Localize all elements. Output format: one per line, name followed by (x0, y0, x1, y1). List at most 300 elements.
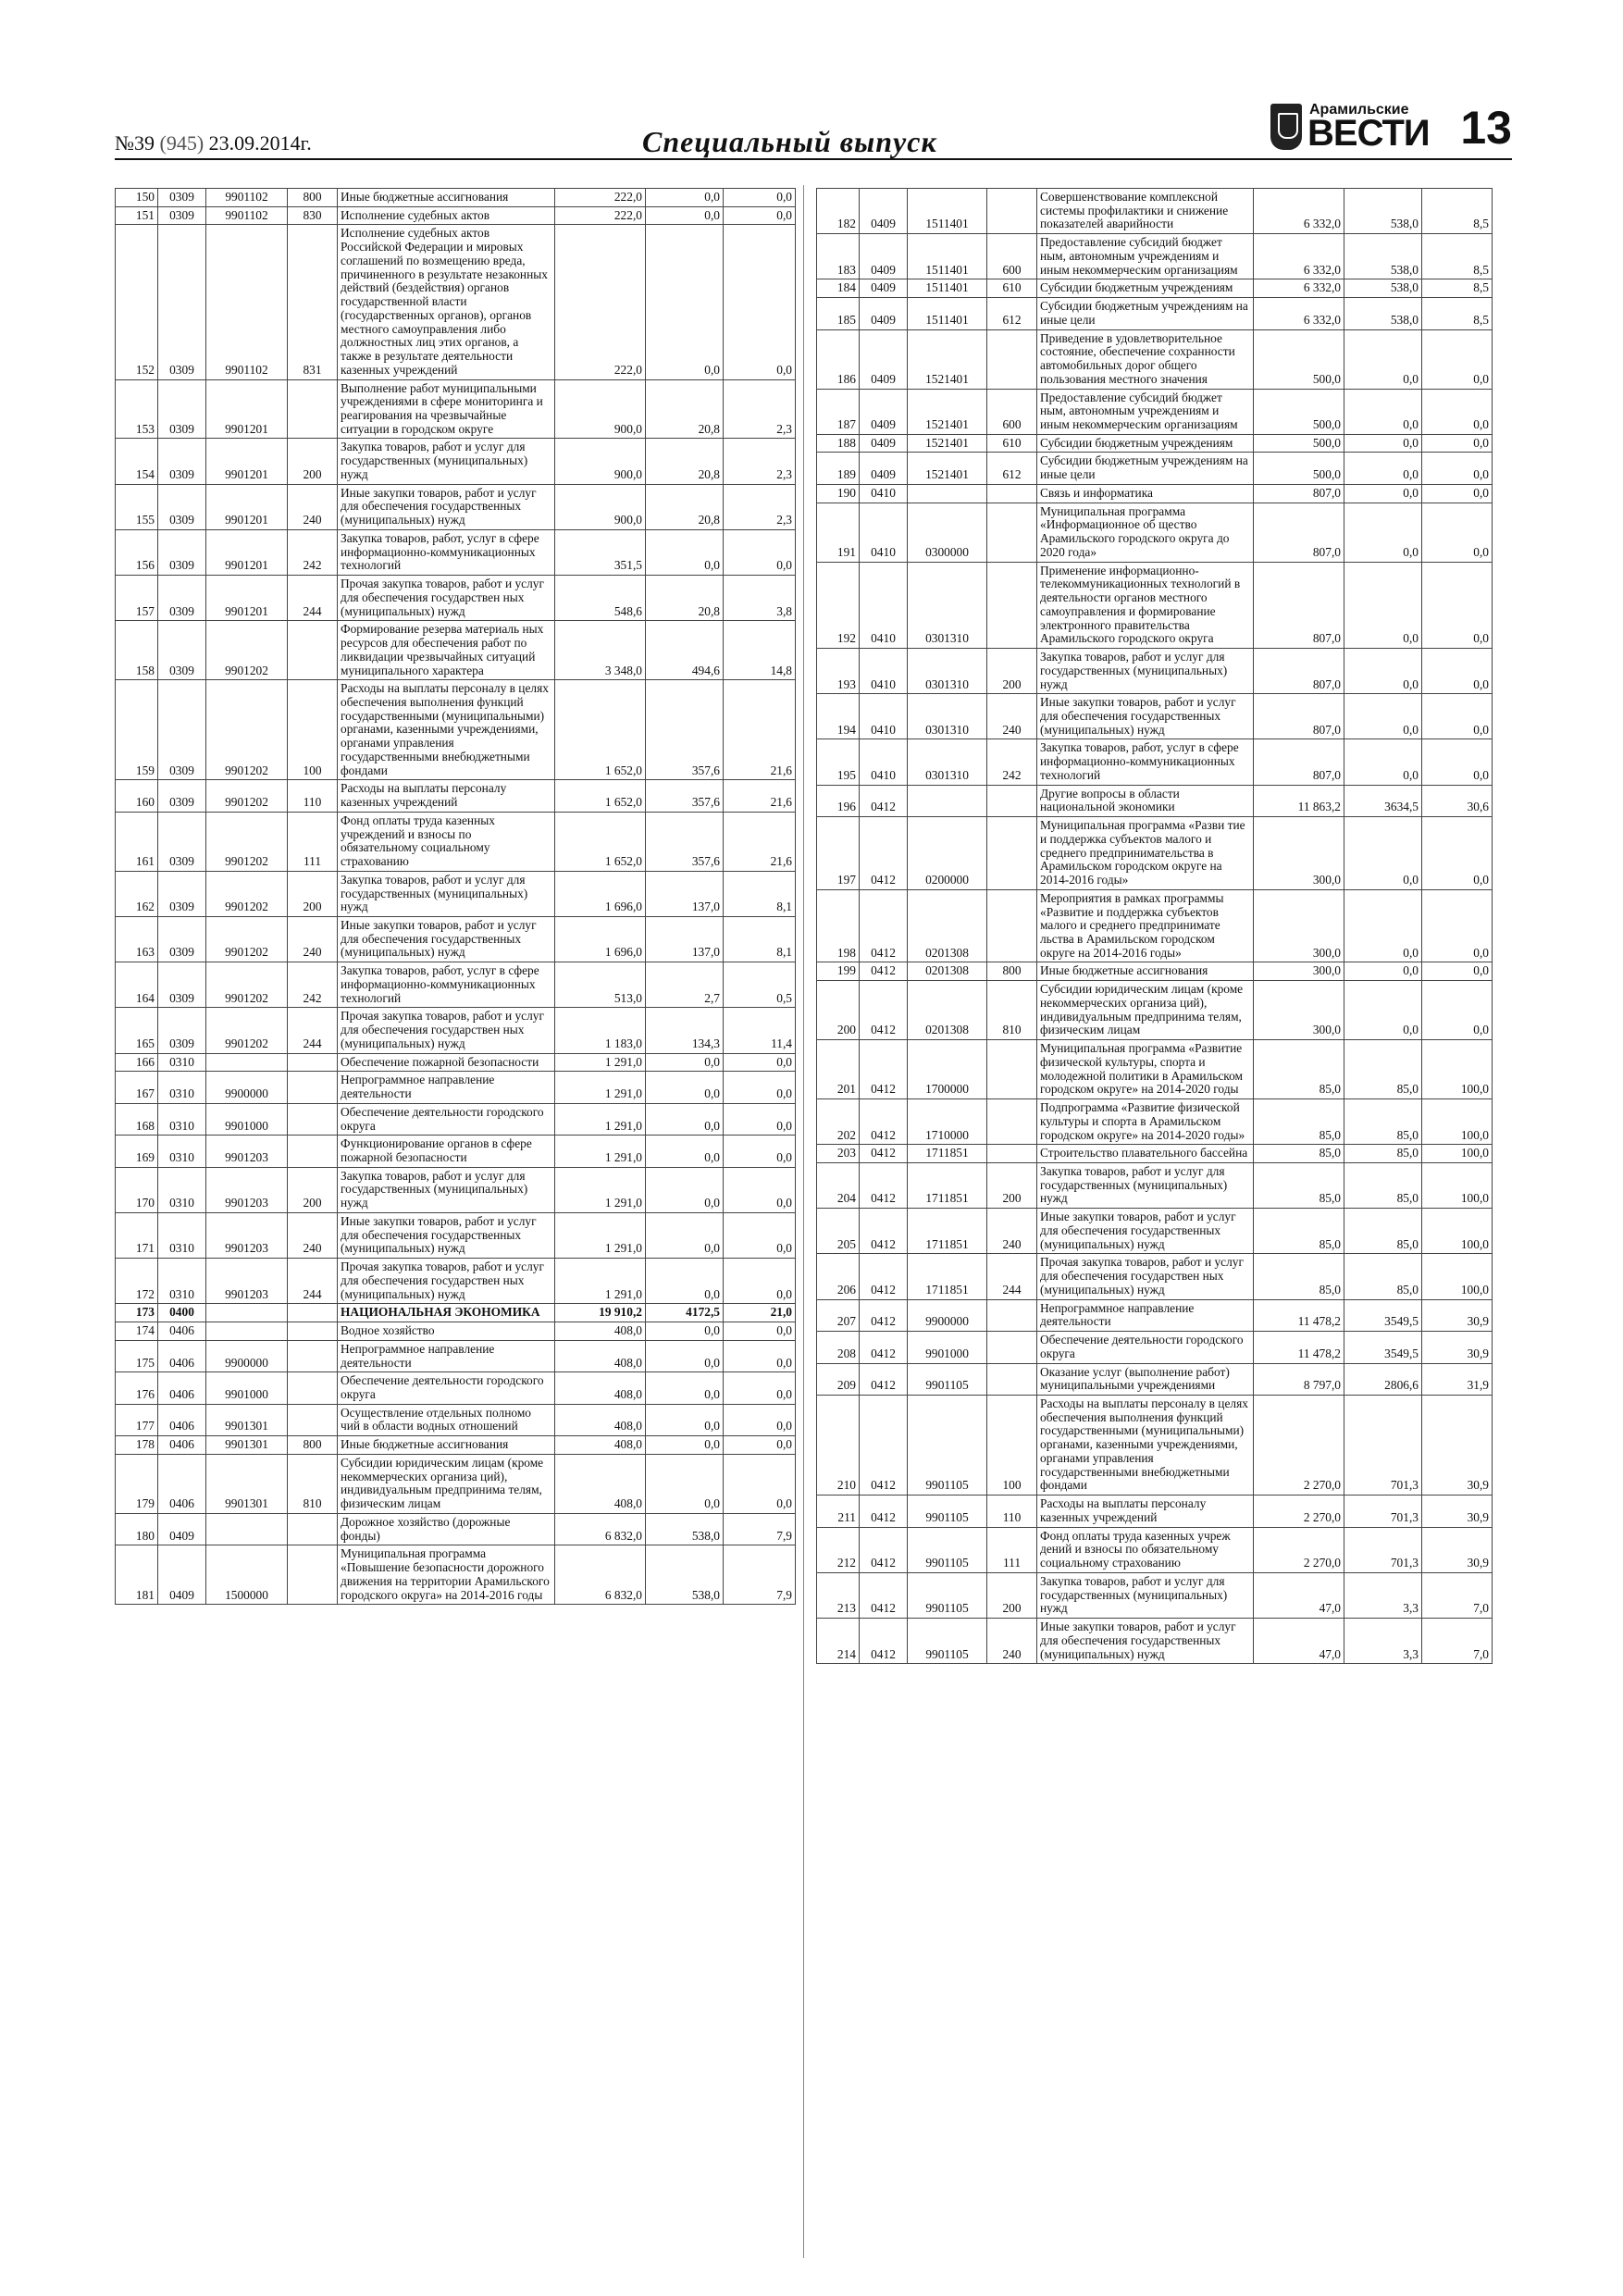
actual-amount-cell: 0,0 (1344, 694, 1422, 739)
section-code-cell: 0309 (158, 1008, 206, 1053)
target-code-cell (206, 1322, 288, 1341)
actual-amount-cell: 0,0 (646, 1436, 724, 1455)
expense-type-cell (987, 785, 1037, 816)
table-row (116, 1212, 796, 1258)
table-row (116, 1436, 796, 1455)
percent-cell: 7,9 (724, 1545, 796, 1605)
target-code-cell: 0201308 (908, 962, 987, 981)
table-row (817, 389, 1493, 434)
description-cell: Непрограммное направление деятельности (1037, 1299, 1254, 1331)
percent-cell: 7,0 (1422, 1619, 1493, 1664)
expense-type-cell: 800 (288, 1436, 338, 1455)
percent-cell: 21,6 (724, 812, 796, 871)
planned-amount-cell: 19 910,2 (555, 1304, 646, 1322)
description-cell: Совершенствование комплексной системы профилактики и снижение показателей аварийности (1037, 189, 1254, 234)
percent-cell: 0,0 (724, 1136, 796, 1167)
table-row (116, 225, 796, 379)
description-cell: Обеспечение деятельности городского округа (338, 1372, 555, 1404)
row-number-cell: 182 (817, 189, 860, 234)
row-number-cell: 198 (817, 889, 860, 962)
section-code-cell: 0412 (860, 1145, 908, 1163)
planned-amount-cell: 807,0 (1254, 562, 1344, 648)
row-number-cell: 183 (817, 234, 860, 279)
table-row (116, 1072, 796, 1103)
row-number-cell: 176 (116, 1372, 158, 1404)
actual-amount-cell: 2806,6 (1344, 1363, 1422, 1395)
expense-type-cell: 240 (987, 1209, 1037, 1254)
row-number-cell: 194 (817, 694, 860, 739)
section-code-cell: 0406 (158, 1322, 206, 1341)
table-row (817, 1099, 1493, 1145)
row-number-cell: 152 (116, 225, 158, 379)
section-code-cell: 0310 (158, 1167, 206, 1212)
planned-amount-cell: 6 332,0 (1254, 298, 1344, 329)
planned-amount-cell: 408,0 (555, 1340, 646, 1371)
section-code-cell: 0409 (860, 389, 908, 434)
row-number-cell: 151 (116, 206, 158, 225)
target-code-cell: 1511401 (908, 189, 987, 234)
table-row (116, 1136, 796, 1167)
planned-amount-cell: 85,0 (1254, 1209, 1344, 1254)
row-number-cell: 160 (116, 780, 158, 812)
description-cell: Непрограммное направление деятельности (338, 1072, 555, 1103)
row-number-cell: 158 (116, 621, 158, 680)
planned-amount-cell: 8 797,0 (1254, 1363, 1344, 1395)
table-row (116, 439, 796, 484)
target-code-cell: 1711851 (908, 1209, 987, 1254)
section-code-cell: 0409 (860, 453, 908, 484)
percent-cell: 0,0 (1422, 962, 1493, 981)
description-cell: Закупка товаров, работ, услуг в сфере информационно-коммуникационных технологий (338, 962, 555, 1008)
description-cell: Обеспечение деятельности городского округа (338, 1103, 555, 1135)
table-row (116, 1322, 796, 1341)
section-code-cell: 0309 (158, 621, 206, 680)
description-cell: Дорожное хозяйство (дорожные фонды) (338, 1513, 555, 1545)
target-code-cell: 9901301 (206, 1404, 288, 1435)
table-row (817, 1332, 1493, 1363)
percent-cell: 8,1 (724, 871, 796, 916)
target-code-cell: 1711851 (908, 1254, 987, 1299)
description-cell: Субсидии юридическим лицам (кроме некоммерческих организа ций), индивидуальным предпринима телям, физическим лицам (338, 1454, 555, 1513)
row-number-cell: 200 (817, 981, 860, 1040)
planned-amount-cell: 222,0 (555, 225, 646, 379)
table-row (116, 529, 796, 575)
description-cell: Оказание услуг (выполнение работ) муниципальными учреждениями (1037, 1363, 1254, 1395)
expense-type-cell: 200 (987, 1572, 1037, 1618)
table-row (116, 780, 796, 812)
actual-amount-cell: 0,0 (646, 189, 724, 207)
actual-amount-cell: 0,0 (1344, 484, 1422, 503)
expense-type-cell: 810 (987, 981, 1037, 1040)
section-code-cell: 0406 (158, 1436, 206, 1455)
table-row (817, 962, 1493, 981)
section-code-cell: 0310 (158, 1072, 206, 1103)
expense-type-cell (987, 329, 1037, 389)
percent-cell: 8,1 (724, 916, 796, 962)
expense-type-cell (987, 889, 1037, 962)
actual-amount-cell: 701,3 (1344, 1396, 1422, 1496)
planned-amount-cell: 300,0 (1254, 981, 1344, 1040)
table-row (116, 621, 796, 680)
row-number-cell: 179 (116, 1454, 158, 1513)
target-code-cell: 9901105 (908, 1496, 987, 1527)
issue-date: 23.09.2014г. (208, 131, 312, 155)
expense-type-cell (987, 484, 1037, 503)
section-code-cell: 0409 (860, 434, 908, 453)
percent-cell: 0,0 (724, 529, 796, 575)
table-row (116, 871, 796, 916)
percent-cell: 3,8 (724, 576, 796, 621)
planned-amount-cell: 500,0 (1254, 453, 1344, 484)
target-code-cell: 9901203 (206, 1136, 288, 1167)
section-code-cell: 0409 (860, 298, 908, 329)
target-code-cell: 9901105 (908, 1527, 987, 1572)
row-number-cell: 171 (116, 1212, 158, 1258)
section-code-cell: 0309 (158, 189, 206, 207)
section-code-cell: 0412 (860, 1496, 908, 1527)
expense-type-cell: 244 (288, 1008, 338, 1053)
description-cell: Иные закупки товаров, работ и услуг для обеспечения государственных (муниципальных) нужд (1037, 1209, 1254, 1254)
target-code-cell: 1521401 (908, 434, 987, 453)
section-code-cell: 0412 (860, 1363, 908, 1395)
target-code-cell: 9901202 (206, 780, 288, 812)
expense-type-cell (987, 817, 1037, 890)
table-row (817, 889, 1493, 962)
planned-amount-cell: 500,0 (1254, 434, 1344, 453)
percent-cell: 100,0 (1422, 1040, 1493, 1099)
description-cell: Фонд оплаты труда казенных учреждений и взносы по обязательному социальному страхованию (338, 812, 555, 871)
section-code-cell: 0309 (158, 484, 206, 529)
table-row (817, 234, 1493, 279)
actual-amount-cell: 0,0 (646, 1404, 724, 1435)
coat-of-arms-icon (1270, 104, 1302, 150)
description-cell: Иные закупки товаров, работ и услуг для обеспечения государственных (муниципальных) нужд (338, 484, 555, 529)
table-row (116, 962, 796, 1008)
target-code-cell: 9901105 (908, 1572, 987, 1618)
expense-type-cell (288, 1322, 338, 1341)
planned-amount-cell: 85,0 (1254, 1099, 1344, 1145)
description-cell: Мероприятия в рамках программы «Развитие и поддержка субъектов малого и среднего предпринимате льства в Арамильском городском округе на 2014-2016 годы» (1037, 889, 1254, 962)
logo-title: ВЕСТИ (1307, 113, 1430, 154)
description-cell: Иные закупки товаров, работ и услуг для обеспечения государственных (муниципальных) нужд (338, 1212, 555, 1258)
row-number-cell: 187 (817, 389, 860, 434)
budget-table-right (816, 188, 1493, 1664)
issue-number: №39 (115, 131, 155, 155)
description-cell: Закупка товаров, работ и услуг для государственных (муниципальных) нужд (338, 871, 555, 916)
percent-cell: 30,6 (1422, 785, 1493, 816)
expense-type-cell: 240 (987, 694, 1037, 739)
actual-amount-cell: 538,0 (646, 1545, 724, 1605)
planned-amount-cell: 807,0 (1254, 484, 1344, 503)
table-row (817, 503, 1493, 562)
expense-type-cell: 244 (987, 1254, 1037, 1299)
planned-amount-cell: 300,0 (1254, 817, 1344, 890)
description-cell: Строительство плавательного бассейна (1037, 1145, 1254, 1163)
description-cell: Выполнение работ муниципальными учреждениями в сфере мониторинга и реагирования на чрезвычайные ситуации в городском округе (338, 379, 555, 439)
target-code-cell: 1521401 (908, 389, 987, 434)
percent-cell: 100,0 (1422, 1209, 1493, 1254)
actual-amount-cell: 85,0 (1344, 1209, 1422, 1254)
percent-cell: 0,0 (1422, 889, 1493, 962)
description-cell: Расходы на выплаты персоналу в целях обеспечения выполнения функций государственными (муниципальными) органами, казенными учреждениями, органами управления государственными внебюджетными фондами (1037, 1396, 1254, 1496)
target-code-cell: 9901201 (206, 439, 288, 484)
row-number-cell: 178 (116, 1436, 158, 1455)
expense-type-cell: 612 (987, 453, 1037, 484)
table-row (116, 1545, 796, 1605)
expense-type-cell: 110 (987, 1496, 1037, 1527)
expense-type-cell: 612 (987, 298, 1037, 329)
actual-amount-cell: 494,6 (646, 621, 724, 680)
row-number-cell: 201 (817, 1040, 860, 1099)
planned-amount-cell: 900,0 (555, 484, 646, 529)
expense-type-cell: 830 (288, 206, 338, 225)
description-cell: Прочая закупка товаров, работ и услуг для обеспечения государствен ных (муниципальных) нужд (338, 576, 555, 621)
percent-cell: 0,5 (724, 962, 796, 1008)
percent-cell: 0,0 (1422, 694, 1493, 739)
expense-type-cell (288, 621, 338, 680)
table-row (116, 206, 796, 225)
percent-cell: 7,0 (1422, 1572, 1493, 1618)
percent-cell: 0,0 (724, 189, 796, 207)
row-number-cell: 204 (817, 1163, 860, 1209)
table-row (817, 484, 1493, 503)
planned-amount-cell: 85,0 (1254, 1040, 1344, 1099)
expense-type-cell: 240 (987, 1619, 1037, 1664)
actual-amount-cell: 0,0 (1344, 981, 1422, 1040)
percent-cell: 0,0 (724, 1259, 796, 1304)
table-row (817, 1496, 1493, 1527)
description-cell: Расходы на выплаты персоналу казенных учреждений (338, 780, 555, 812)
description-cell: Расходы на выплаты персоналу казенных учреждений (1037, 1496, 1254, 1527)
target-code-cell: 9901102 (206, 189, 288, 207)
target-code-cell: 9901203 (206, 1259, 288, 1304)
row-number-cell: 181 (116, 1545, 158, 1605)
description-cell: НАЦИОНАЛЬНАЯ ЭКОНОМИКА (338, 1304, 555, 1322)
table-row (116, 680, 796, 780)
planned-amount-cell: 222,0 (555, 206, 646, 225)
description-cell: Субсидии бюджетным учреждениям на иные цели (1037, 298, 1254, 329)
description-cell: Субсидии бюджетным учреждениям (1037, 279, 1254, 298)
planned-amount-cell: 11 478,2 (1254, 1332, 1344, 1363)
target-code-cell: 1511401 (908, 298, 987, 329)
section-code-cell: 0309 (158, 206, 206, 225)
actual-amount-cell: 701,3 (1344, 1527, 1422, 1572)
row-number-cell: 164 (116, 962, 158, 1008)
expense-type-cell (288, 1136, 338, 1167)
table-row (116, 1513, 796, 1545)
expense-type-cell: 242 (288, 962, 338, 1008)
planned-amount-cell: 513,0 (555, 962, 646, 1008)
section-code-cell: 0412 (860, 1040, 908, 1099)
description-cell: Субсидии бюджетным учреждениям (1037, 434, 1254, 453)
section-code-cell: 0309 (158, 871, 206, 916)
section-code-cell: 0412 (860, 1209, 908, 1254)
target-code-cell (206, 1513, 288, 1545)
description-cell: Предоставление субсидий бюджет ным, автономным учреждениям и иным некоммерческим организациям (1037, 389, 1254, 434)
percent-cell: 0,0 (724, 1103, 796, 1135)
percent-cell: 0,0 (724, 1404, 796, 1435)
table-row (116, 189, 796, 207)
actual-amount-cell: 85,0 (1344, 1163, 1422, 1209)
section-code-cell: 0309 (158, 962, 206, 1008)
planned-amount-cell: 1 652,0 (555, 680, 646, 780)
table-row (817, 1396, 1493, 1496)
expense-type-cell: 244 (288, 576, 338, 621)
planned-amount-cell: 85,0 (1254, 1145, 1344, 1163)
section-code-cell: 0309 (158, 780, 206, 812)
description-cell: Исполнение судебных актов Российской Федерации и мировых соглашений по возмещению вреда, причиненного в результате незаконных действий (бездействия) органов государственной власти (государственных органов), органов местного самоуправления либо должностных лиц этих органов, а также в результате деятельности казенных учреждений (338, 225, 555, 379)
planned-amount-cell: 1 291,0 (555, 1212, 646, 1258)
actual-amount-cell: 0,0 (646, 206, 724, 225)
description-cell: Фонд оплаты труда казенных учреж дений и взносы по обязательному социальному страхованию (1037, 1527, 1254, 1572)
actual-amount-cell: 0,0 (646, 1454, 724, 1513)
planned-amount-cell: 6 332,0 (1254, 234, 1344, 279)
table-row (116, 916, 796, 962)
planned-amount-cell: 2 270,0 (1254, 1496, 1344, 1527)
table-row (817, 1363, 1493, 1395)
description-cell: Предоставление субсидий бюджет ным, автономным учреждениям и иным некоммерческим организациям (1037, 234, 1254, 279)
target-code-cell: 9901203 (206, 1167, 288, 1212)
description-cell: Иные бюджетные ассигнования (338, 189, 555, 207)
percent-cell: 14,8 (724, 621, 796, 680)
page-number: 13 (1460, 102, 1512, 154)
planned-amount-cell: 807,0 (1254, 694, 1344, 739)
percent-cell: 2,3 (724, 439, 796, 484)
actual-amount-cell: 85,0 (1344, 1040, 1422, 1099)
table-row (817, 817, 1493, 890)
section-code-cell: 0309 (158, 529, 206, 575)
table-row (116, 1103, 796, 1135)
description-cell: Функционирование органов в сфере пожарной безопасности (338, 1136, 555, 1167)
expense-type-cell: 242 (288, 529, 338, 575)
row-number-cell: 162 (116, 871, 158, 916)
row-number-cell: 188 (817, 434, 860, 453)
expense-type-cell: 244 (288, 1259, 338, 1304)
actual-amount-cell: 0,0 (1344, 562, 1422, 648)
planned-amount-cell: 408,0 (555, 1372, 646, 1404)
section-code-cell: 0406 (158, 1454, 206, 1513)
section-code-cell: 0412 (860, 1254, 908, 1299)
section-code-cell: 0412 (860, 981, 908, 1040)
percent-cell: 0,0 (724, 1436, 796, 1455)
row-number-cell: 155 (116, 484, 158, 529)
actual-amount-cell: 0,0 (1344, 817, 1422, 890)
table-row (817, 1527, 1493, 1572)
issue-info (115, 131, 312, 155)
actual-amount-cell: 0,0 (1344, 329, 1422, 389)
expense-type-cell (987, 1099, 1037, 1145)
row-number-cell: 209 (817, 1363, 860, 1395)
expense-type-cell: 111 (987, 1527, 1037, 1572)
target-code-cell: 9901202 (206, 962, 288, 1008)
target-code-cell: 1710000 (908, 1099, 987, 1145)
table-row (817, 694, 1493, 739)
table-row (116, 812, 796, 871)
row-number-cell: 156 (116, 529, 158, 575)
planned-amount-cell: 900,0 (555, 379, 646, 439)
expense-type-cell: 600 (987, 234, 1037, 279)
expense-type-cell: 100 (288, 680, 338, 780)
description-cell: Осуществление отдельных полномо чий в области водных отношений (338, 1404, 555, 1435)
planned-amount-cell: 1 291,0 (555, 1167, 646, 1212)
planned-amount-cell: 11 478,2 (1254, 1299, 1344, 1331)
expense-type-cell: 200 (288, 439, 338, 484)
description-cell: Подпрограмма «Развитие физической культуры и спорта в Арамильском городском округе» на 2014-2020 годы» (1037, 1099, 1254, 1145)
percent-cell: 0,0 (1422, 649, 1493, 694)
row-number-cell: 185 (817, 298, 860, 329)
percent-cell: 2,3 (724, 379, 796, 439)
actual-amount-cell: 0,0 (1344, 739, 1422, 785)
expense-type-cell (987, 1145, 1037, 1163)
section-code-cell: 0412 (860, 817, 908, 890)
percent-cell: 100,0 (1422, 1099, 1493, 1145)
description-cell: Формирование резерва материаль ных ресурсов для обеспечения работ по ликвидации чрезвычайных ситуаций муниципального характера (338, 621, 555, 680)
planned-amount-cell: 548,6 (555, 576, 646, 621)
expense-type-cell: 200 (987, 649, 1037, 694)
planned-amount-cell: 807,0 (1254, 649, 1344, 694)
row-number-cell: 199 (817, 962, 860, 981)
section-code-cell: 0309 (158, 680, 206, 780)
description-cell: Муниципальная программа «Разви тие и поддержка субъектов малого и среднего предпринимательства в Арамильском городском округе на 2014-2016 годы» (1037, 817, 1254, 890)
actual-amount-cell: 0,0 (1344, 649, 1422, 694)
row-number-cell: 214 (817, 1619, 860, 1664)
table-row (116, 1404, 796, 1435)
percent-cell: 100,0 (1422, 1145, 1493, 1163)
section-code-cell: 0412 (860, 1163, 908, 1209)
section-code-cell: 0412 (860, 1619, 908, 1664)
expense-type-cell (288, 1103, 338, 1135)
actual-amount-cell: 0,0 (646, 529, 724, 575)
description-cell: Непрограммное направление деятельности (338, 1340, 555, 1371)
target-code-cell: 9901203 (206, 1212, 288, 1258)
actual-amount-cell: 0,0 (1344, 434, 1422, 453)
section-code-cell: 0410 (860, 739, 908, 785)
row-number-cell: 207 (817, 1299, 860, 1331)
planned-amount-cell: 85,0 (1254, 1163, 1344, 1209)
actual-amount-cell: 0,0 (646, 1259, 724, 1304)
planned-amount-cell: 85,0 (1254, 1254, 1344, 1299)
planned-amount-cell: 900,0 (555, 439, 646, 484)
planned-amount-cell: 47,0 (1254, 1572, 1344, 1618)
percent-cell: 0,0 (724, 1212, 796, 1258)
table-row (116, 576, 796, 621)
percent-cell: 7,9 (724, 1513, 796, 1545)
target-code-cell: 9901000 (908, 1332, 987, 1363)
target-code-cell: 0200000 (908, 817, 987, 890)
table-row (817, 189, 1493, 234)
row-number-cell: 172 (116, 1259, 158, 1304)
expense-type-cell (288, 1304, 338, 1322)
target-code-cell: 9901301 (206, 1454, 288, 1513)
actual-amount-cell: 0,0 (646, 1340, 724, 1371)
planned-amount-cell: 1 291,0 (555, 1136, 646, 1167)
planned-amount-cell: 807,0 (1254, 503, 1344, 562)
percent-cell: 0,0 (1422, 329, 1493, 389)
section-code-cell: 0412 (860, 889, 908, 962)
planned-amount-cell: 500,0 (1254, 329, 1344, 389)
target-code-cell: 0300000 (908, 503, 987, 562)
percent-cell: 8,5 (1422, 189, 1493, 234)
table-row (116, 1008, 796, 1053)
table-row (116, 484, 796, 529)
row-number-cell: 196 (817, 785, 860, 816)
actual-amount-cell: 20,8 (646, 484, 724, 529)
percent-cell: 0,0 (1422, 739, 1493, 785)
actual-amount-cell: 3634,5 (1344, 785, 1422, 816)
table-row (817, 981, 1493, 1040)
description-cell: Иные бюджетные ассигнования (1037, 962, 1254, 981)
actual-amount-cell: 0,0 (1344, 453, 1422, 484)
